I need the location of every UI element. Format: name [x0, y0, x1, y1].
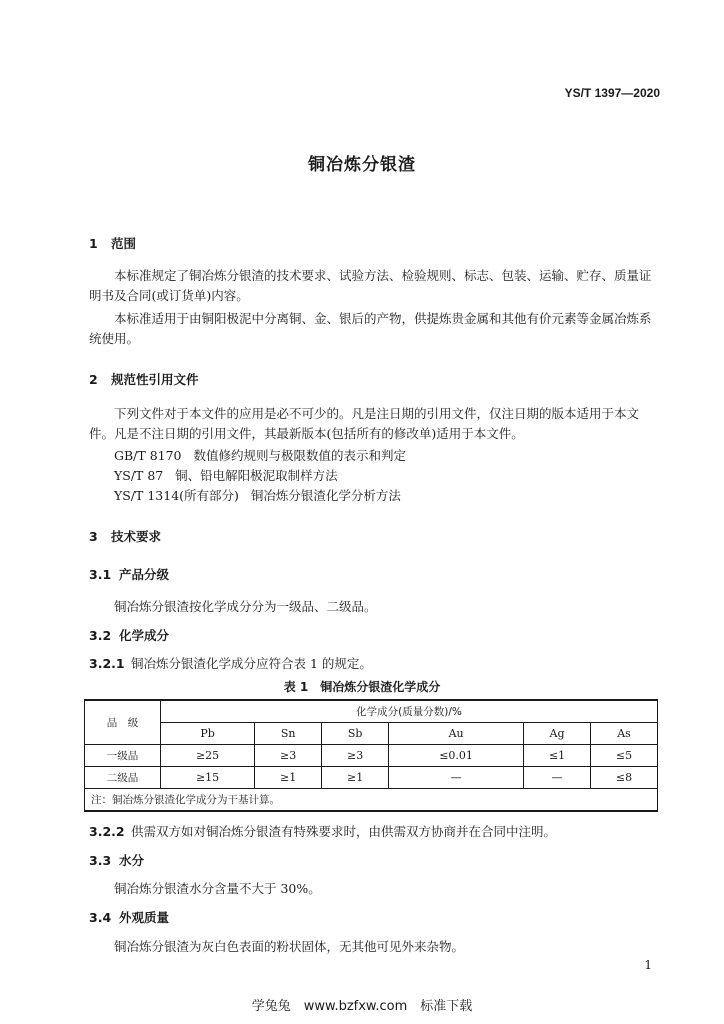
section-title: 化学成分: [119, 628, 170, 643]
reference-name: 数值修约规则与极限数值的表示和判定: [193, 448, 406, 463]
section-number: 1: [89, 236, 98, 251]
page-number: 1: [644, 958, 652, 972]
clause-3-2-1: [89, 654, 372, 672]
section-number: 3.3: [89, 853, 112, 868]
clause-3-2-2: [89, 822, 556, 840]
table-note-row: [85, 789, 658, 812]
reference-item: [114, 466, 338, 484]
reference-name: 铜冶炼分银渣化学分析方法: [250, 488, 401, 503]
value-cell: ≤0.01: [389, 745, 524, 767]
grading-text: 铜冶炼分银渣按化学成分分为一级品、二级品。: [114, 599, 377, 614]
reference-item: [114, 446, 406, 464]
value-cell: ≥25: [161, 745, 255, 767]
element-header: Sn: [255, 723, 322, 745]
scope-paragraph-1: 本标准规定了铜冶炼分银渣的技术要求、试验方法、检验规则、标志、包装、运输、贮存、质量证明书及合同(或订货单)内容。: [89, 268, 652, 303]
clause-text: 供需双方如对铜冶炼分银渣有特殊要求时，由供需双方协商并在合同中注明。: [131, 824, 557, 839]
section-3-4-heading: [89, 908, 169, 926]
section-title: 水分: [119, 853, 145, 868]
value-cell: —: [389, 767, 524, 789]
clause-number: 3.2.1: [89, 656, 125, 671]
reference-code: YS/T 1314(所有部分): [114, 488, 239, 503]
grade-cell: 二级品: [85, 767, 161, 789]
section-title: 规范性引用文件: [111, 372, 199, 387]
section-3-heading: [89, 527, 161, 545]
reference-item: [114, 486, 401, 504]
value-cell: —: [524, 767, 591, 789]
value-cell: ≥1: [322, 767, 389, 789]
table-note: 注：铜冶炼分银渣化学成分为干基计算。: [85, 789, 658, 812]
element-header: Pb: [161, 723, 255, 745]
composition-group-header: 化学成分(质量分数)/%: [161, 700, 658, 723]
section-title: 技术要求: [111, 529, 162, 544]
value-cell: ≥15: [161, 767, 255, 789]
appearance-text: 铜冶炼分银渣为灰白色表面的粉状固体，无其他可见外来杂物。: [114, 939, 465, 954]
section-number: 3: [89, 529, 98, 544]
table-caption: 表 1 铜冶炼分银渣化学成分: [283, 680, 441, 694]
table-header-row: [85, 700, 658, 723]
element-header: Au: [389, 723, 524, 745]
value-cell: ≥3: [322, 745, 389, 767]
clause-text: 铜冶炼分银渣化学成分应符合表 1 的规定。: [131, 656, 372, 671]
section-1-heading: [89, 234, 136, 252]
value-cell: ≤1: [524, 745, 591, 767]
element-header: Ag: [524, 723, 591, 745]
chemical-composition-table: [84, 699, 658, 812]
standard-code: YS/T 1397—2020: [564, 86, 660, 100]
table-row: [85, 745, 658, 767]
grade-cell: 一级品: [85, 745, 161, 767]
table-row: [85, 767, 658, 789]
section-number: 3.2: [89, 628, 112, 643]
document-title: 铜冶炼分银渣: [308, 155, 416, 175]
clause-number: 3.2.2: [89, 824, 125, 839]
section-3-1-heading: [89, 565, 169, 583]
value-cell: ≤5: [591, 745, 658, 767]
reference-name: 铜、铅电解阳极泥取制样方法: [175, 468, 338, 483]
reference-code: YS/T 87: [114, 468, 164, 483]
section-2-heading: [89, 370, 199, 388]
section-number: 2: [89, 372, 98, 387]
scope-paragraph-2: 本标准适用于由铜阳极泥中分离铜、金、银后的产物，供提炼贵金属和其他有价元素等金属冶炼系统使用。: [89, 311, 652, 346]
value-cell: ≤8: [591, 767, 658, 789]
references-intro: 下列文件对于本文件的应用是必不可少的。凡是注日期的引用文件，仅注日期的版本适用于本文件。凡是不注日期的引用文件，其最新版本(包括所有的修改单)适用于本文件。: [89, 406, 640, 441]
section-title: 产品分级: [119, 567, 170, 582]
section-number: 3.4: [89, 910, 112, 925]
moisture-text: 铜冶炼分银渣水分含量不大于 30%。: [114, 881, 321, 896]
grade-header: 品 级: [85, 700, 161, 745]
section-3-3-heading: [89, 851, 144, 869]
value-cell: ≥1: [255, 767, 322, 789]
section-3-2-heading: [89, 626, 169, 644]
element-header: Sb: [322, 723, 389, 745]
section-number: 3.1: [89, 567, 112, 582]
footer-watermark: 学兔兔 www.bzfxw.com 标准下载: [251, 999, 473, 1014]
element-header-row: [85, 723, 658, 745]
section-title: 范围: [111, 236, 137, 251]
reference-code: GB/T 8170: [114, 448, 182, 463]
element-header: As: [591, 723, 658, 745]
value-cell: ≥3: [255, 745, 322, 767]
section-title: 外观质量: [119, 910, 170, 925]
